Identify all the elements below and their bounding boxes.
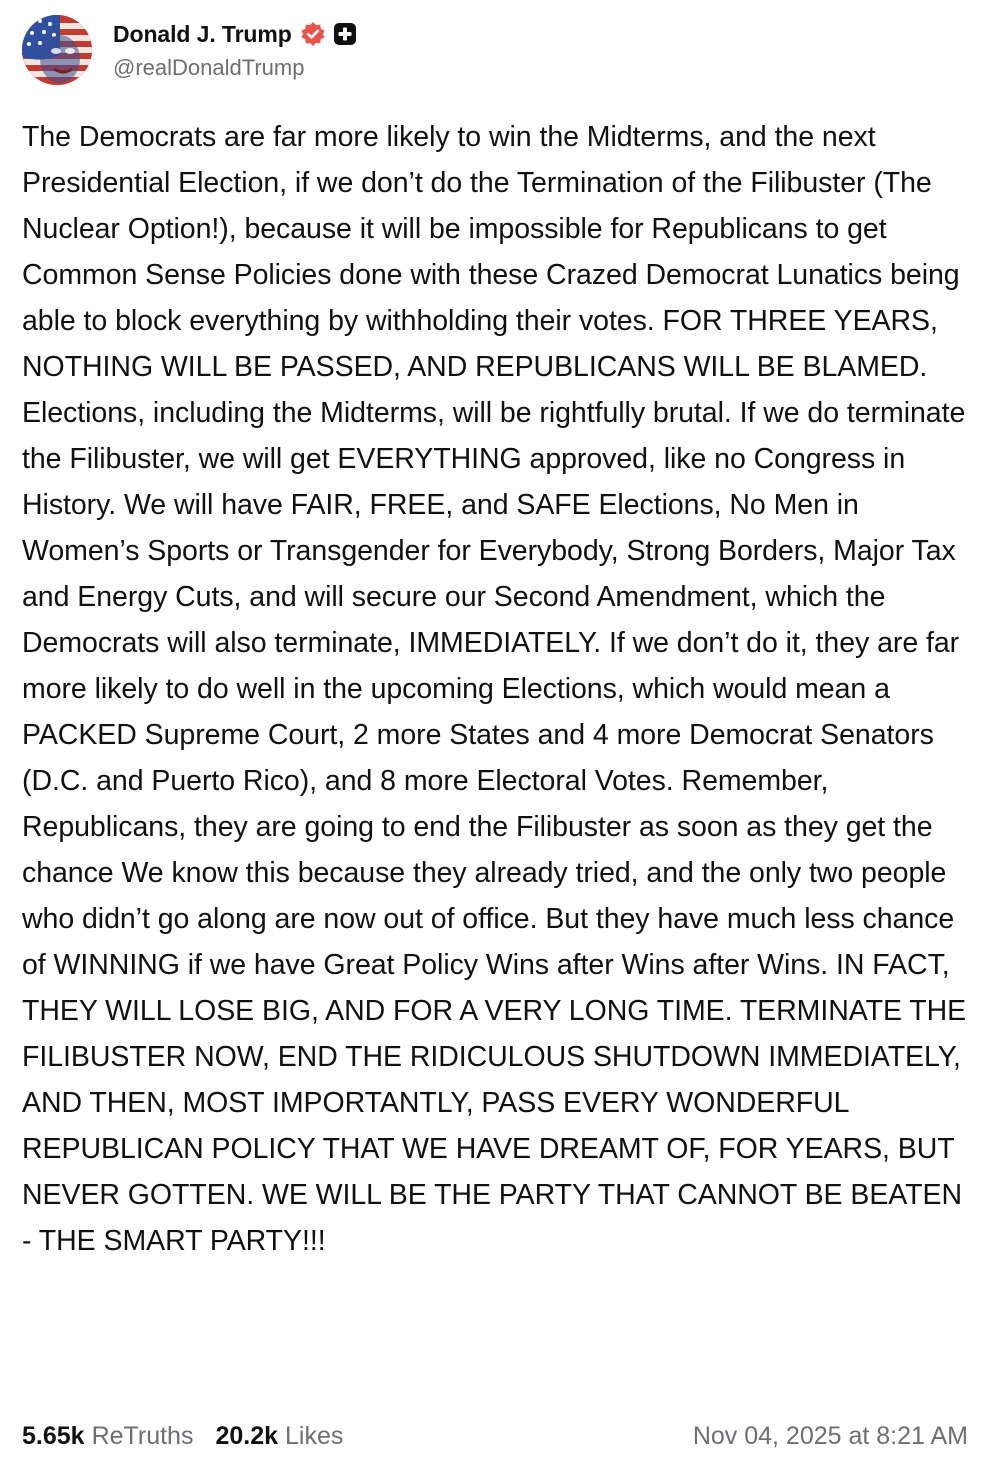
flag-face-avatar-icon [22,15,92,85]
retruths-label: ReTruths [91,1421,194,1450]
likes-count: 20.2k [215,1421,279,1450]
likes-label: Likes [285,1421,344,1450]
likes-stat[interactable] [215,1422,343,1451]
post-timestamp[interactable]: Nov 04, 2025 at 8:21 AM [692,1421,968,1450]
plus-square-icon [334,23,356,45]
post-header [22,14,356,86]
author-names [113,16,356,84]
post-footer [22,1414,968,1458]
post-text: The Democrats are far more likely to win the Midterms, and the next Presidential Election, if we don’t do the Termination of the Filibuster (The Nuclear Option!), because it will be impossible for Republicans to get Common Sense Policies done with these Crazed Democrat Lunatics being able to block everything by withholding their votes. FOR THREE YEARS, NOTHING WILL BE PASSED, AND REPUBLICANS WILL BE BLAMED. Elections, including the Midterms, will be rightfully brutal. If we do terminate the Filibuster, we will get EVERYTHING approved, like no Congress in History. We will have FAIR, FREE, and SAFE Elections, No Men in Women’s Sports or Transgender for Everybody, Strong Borders, Major Tax and Energy Cuts, and will secure our Second Amendment, which the Democrats will also terminate, IMMEDIATELY. If we don’t do it, they are far more likely to do well in the upcoming Elections, which would mean a PACKED Supreme Court, 2 more States and 4 more Democrat Senators (D.C. and Puerto Rico), and 8 more Electoral Votes. Remember, Republicans, they are going to end the Filibuster as soon as they get the chance We know this because they already tried, and the only two people who didn’t go along are now out of office. But they have much less chance of WINNING if we have Great Policy Wins after Wins after Wins. IN FACT, THEY WILL LOSE BIG, AND FOR A VERY LONG TIME. TERMINATE THE FILIBUSTER NOW, END THE RIDICULOUS SHUTDOWN IMMEDIATELY, AND THEN, MOST IMPORTANTLY, PASS EVERY WONDERFUL REPUBLICAN POLICY THAT WE HAVE DREAMT OF, FOR YEARS, BUT NEVER GOTTEN. WE WILL BE THE PARTY THAT CANNOT BE BEATEN - THE SMART PARTY!!! [22,121,975,1257]
display-name[interactable]: Donald J. Trump [113,20,292,47]
name-row [113,16,356,52]
post-stats [22,1422,365,1451]
retruths-count: 5.65k [22,1421,85,1450]
author-handle[interactable]: @realDonaldTrump [113,55,305,80]
verified-badge-icon [300,21,326,47]
retruths-stat[interactable] [22,1422,193,1451]
avatar[interactable] [22,15,92,85]
